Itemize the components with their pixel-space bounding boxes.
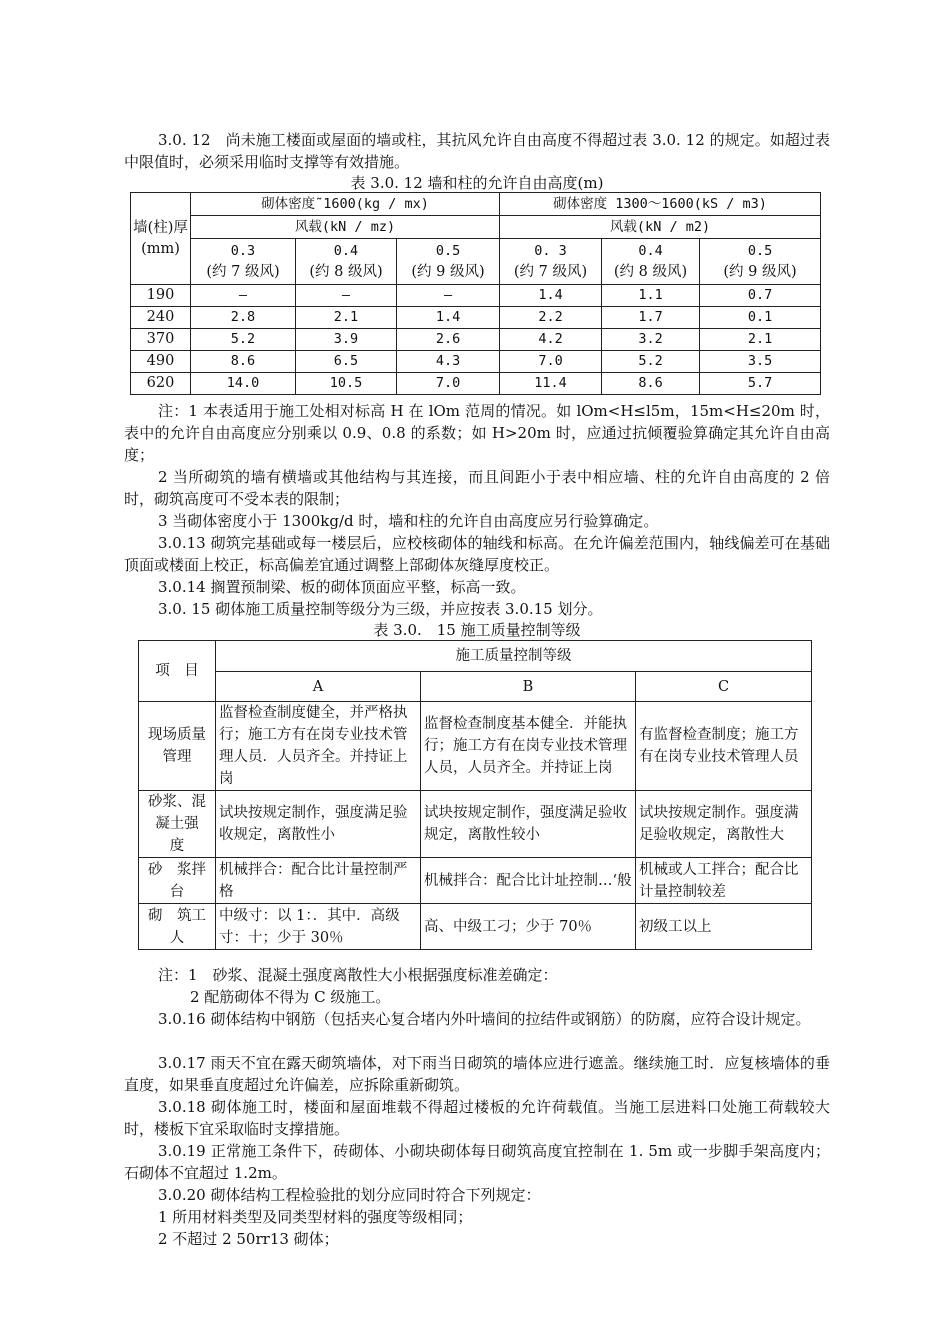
level-b-header: B	[421, 672, 636, 702]
cell: —	[296, 285, 397, 307]
paragraph-3-0-17: 3.0.17 雨天不宜在露天砌筑墙体，对下雨当日砌筑的墙体应进行遮盖。继续施工时．应复核墙体的垂直度，如果垂直度超过允许偏差，应拆除重新砌筑。	[124, 1054, 830, 1094]
cell: 8.6	[191, 351, 296, 373]
cell-c: 机械或人工拌合；配合比计量控制较差	[636, 858, 812, 904]
paragraph-3-0-14: 3.0.14 搁置预制梁、板的砌体顶面应平整，标高一致。	[158, 578, 526, 596]
cell: 2.2	[500, 307, 602, 329]
wind-level-col: 0.4 (约 8 级风)	[296, 239, 397, 285]
cell-c: 有监督检查制度；施工方有在岗专业技术管理人员	[636, 702, 812, 791]
cell: 3.5	[700, 351, 821, 373]
cell: 190	[131, 285, 191, 307]
cell-a: 试块按规定制作，强度满足验收规定，离散性小	[216, 791, 421, 858]
cell-a: 机械拌合：配合比计量控制严格	[216, 858, 421, 904]
wind-header-1: 风载(kN / mz)	[191, 216, 500, 239]
cell: 8.6	[602, 373, 700, 395]
paragraph-3-0-19: 3.0.19 正常施工条件下，砖砌体、小砌块砌体每日砌筑高度宜控制在 1. 5m 或一步脚手架高度内；石砌体不宜超过 1.2m。	[124, 1142, 830, 1182]
list-item-1: 1 所用材料类型及同类型材料的强度等级相同；	[158, 1208, 473, 1226]
row-item: 砌 筑工 人	[139, 904, 216, 950]
paragraph-3-0-18: 3.0.18 砌体施工时，楼面和屋面堆载不得超过楼板的允许荷载值。当施工层进料口处施工荷载较大时，楼板下宜采取临时支撑措施。	[124, 1098, 830, 1138]
cell-a: 中级寸：以 1：．其中．高级寸：十；少于 30％	[216, 904, 421, 950]
header-control-level: 施工质量控制等级	[216, 641, 812, 672]
cell: 11.4	[500, 373, 602, 395]
row-header-thickness: 墙(柱)厚(mm)	[131, 193, 191, 285]
cell: 4.2	[500, 329, 602, 351]
table2-note-2: 2 配筋砌体不得为 C 级施工。	[190, 988, 391, 1006]
cell: 4.3	[397, 351, 500, 373]
paragraph-3-0-16: 3.0.16 砌体结构中钢筋（包括夹心复合堵内外叶墙间的拉结件或钢筋）的防腐，应符合设计规定。	[158, 1010, 811, 1028]
cell-b: 试块按规定制作，强度满足验收规定，离散性较小	[421, 791, 636, 858]
table1-note-2: 2 当所砌筑的墙有横墙或其他结构与其连接，而且间距小于表中相应墙、柱的允许自由高度的 2 倍时，砌筑高度可不受本表的限制；	[124, 468, 830, 508]
cell: —	[191, 285, 296, 307]
row-item: 砂浆、混凝土强 度	[139, 791, 216, 858]
cell: 370	[131, 329, 191, 351]
table-row	[131, 329, 821, 351]
cell: 490	[131, 351, 191, 373]
wind-header-2: 风载(kN / m2)	[500, 216, 821, 239]
paragraph-3-0-20: 3.0.20 砌体结构工程检验批的划分应同时符合下列规定：	[158, 1186, 541, 1204]
cell: 3.9	[296, 329, 397, 351]
wind-level-col: 0.3 (约 7 级风)	[191, 239, 296, 285]
table2-note-1: 注：1 砂浆、混凝土强度离散性大小根据强度标准差确定：	[158, 966, 558, 984]
table2-caption: 表 3.0. 15 施工质量控制等级	[373, 621, 581, 639]
cell: 1.7	[602, 307, 700, 329]
cell: —	[397, 285, 500, 307]
row-item: 砂 浆拌 台	[139, 858, 216, 904]
cell: 0.1	[700, 307, 821, 329]
cell: 2.6	[397, 329, 500, 351]
cell: 620	[131, 373, 191, 395]
cell: 2.8	[191, 307, 296, 329]
quality-control-table	[138, 640, 812, 950]
cell-c: 初级工以上	[636, 904, 812, 950]
paragraph-3-0-13: 3.0.13 砌筑完基础或每一楼层后，应校核砌体的轴线和标高。在允许偏差范围内，轴线偏差可在基础顶面或楼面上校正，标高偏差宜通过调整上部砌体灰缝厚度校正。	[124, 534, 830, 574]
cell-b: 高、中级工刁；少于 70％	[421, 904, 636, 950]
cell-b: 机械拌合：配合比计址控制…‘般	[421, 858, 636, 904]
table-row	[131, 373, 821, 395]
cell: 10.5	[296, 373, 397, 395]
cell: 1.4	[397, 307, 500, 329]
table-row	[131, 351, 821, 373]
cell: 0.7	[700, 285, 821, 307]
group-header-1: 砌体密度˜1600(kg / mx)	[191, 193, 500, 216]
list-item-2: 2 不超过 2 50rr13 砌体；	[158, 1230, 339, 1248]
cell-c: 试块按规定制作。强度满足验收规定，离散性大	[636, 791, 812, 858]
cell: 7.0	[397, 373, 500, 395]
paragraph-3-0-15: 3.0. 15 砌体施工质量控制等级分为三级，并应按表 3.0.15 划分。	[158, 600, 603, 618]
table-row	[131, 285, 821, 307]
wind-level-col: 0.4 (约 8 级风)	[602, 239, 700, 285]
cell: 1.4	[500, 285, 602, 307]
table1-note-3: 3 当砌体密度小于 1300kg/d 时，墙和柱的允许自由高度应另行验算确定。	[158, 512, 659, 530]
table1-caption: 表 3.0. 12 墙和柱的允许自由高度(m)	[350, 174, 604, 192]
table-row	[131, 307, 821, 329]
table-row	[139, 858, 812, 904]
table-row	[139, 904, 812, 950]
cell-a: 监督检查制度健全，并严格执行；施工方有在岗专业技术管理人员．人员齐全。并持证上岗	[216, 702, 421, 791]
table-row	[139, 702, 812, 791]
cell: 5.2	[602, 351, 700, 373]
cell: 1.1	[602, 285, 700, 307]
cell: 2.1	[700, 329, 821, 351]
table1-note-1: 注：1 本表适用于施工处相对标高 H 在 lOm 范周的情况。如 lOm<H≤l5m，15m<H≤20m 时，表中的允许自由高度应分别乘以 0.9、0.8 的系数；如 H>20m 时，应通过抗倾覆验算确定其允许自由高度；	[124, 402, 830, 464]
row-item: 现场质量管理	[139, 702, 216, 791]
cell: 5.7	[700, 373, 821, 395]
level-a-header: A	[216, 672, 421, 702]
cell: 7.0	[500, 351, 602, 373]
wind-level-col: 0.5 (约 9 级风)	[700, 239, 821, 285]
free-height-table	[130, 192, 821, 395]
group-header-2: 砌体密度 1300～1600(kS / m3)	[500, 193, 821, 216]
table-row	[139, 791, 812, 858]
wind-level-col: 0.5 (约 9 级风)	[397, 239, 500, 285]
cell-b: 监督检查制度基本健全．并能执行；施工方有在岗专业技术管理人员，人员齐全。并持证上岗	[421, 702, 636, 791]
header-item: 项 目	[139, 641, 216, 702]
cell: 3.2	[602, 329, 700, 351]
paragraph-3-0-12: 3.0. 12 尚未施工楼面或屋面的墙或柱，其抗风允许自由高度不得超过表 3.0. 12 的规定。如超过表中限值时，必须采用临时支撑等有效措施。	[124, 131, 830, 171]
wind-level-col: 0. 3 (约 7 级风)	[500, 239, 602, 285]
cell: 6.5	[296, 351, 397, 373]
level-c-header: C	[636, 672, 812, 702]
cell: 240	[131, 307, 191, 329]
cell: 5.2	[191, 329, 296, 351]
cell: 2.1	[296, 307, 397, 329]
cell: 14.0	[191, 373, 296, 395]
